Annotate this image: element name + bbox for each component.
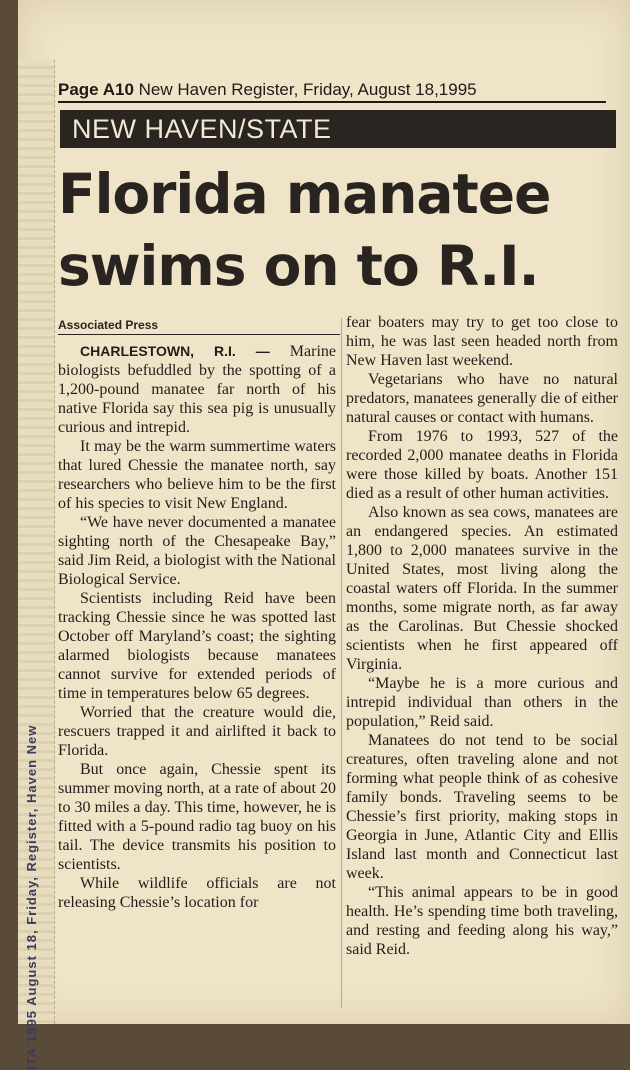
page-label: Page A10 — [58, 80, 134, 99]
page-header — [58, 80, 606, 103]
article-column-right — [346, 313, 618, 959]
paragraph: Also known as sea cows, manatees are an endangered species. An estimated 1,800 to 2,000 manatees survive in the United States, most living along the coastal waters off Florida. In the summer months, some migrate north, as far away as the Carolinas. But Chessie shocked scientists when he first appeared off Virginia. — [346, 504, 618, 673]
byline: Associated Press — [58, 318, 159, 332]
spine-text: ITA 1995 August 18, Friday, Register, Haven New — [24, 724, 39, 1070]
paragraph: Vegetarians who have no natural predators, manatees generally die of either natural causes or contact with humans. — [346, 371, 618, 426]
page-info: New Haven Register, Friday, August 18,1995 — [133, 80, 477, 99]
paragraph: “Maybe he is a more curious and intrepid individual than others in the population,” Reid said. — [346, 675, 618, 730]
headline-line-1: Florida manatee — [58, 162, 551, 226]
paragraph: “We have never documented a manatee sighting north of the Chesapeake Bay,” said Jim Reid, a biologist with the National Biological Service. — [58, 514, 336, 588]
paragraph: It may be the warm summertime waters that lured Chessie the manatee north, say researchers who believe him to be the first of his species to visit New England. — [58, 438, 336, 512]
dateline: CHARLESTOWN, R.I. — — [80, 343, 270, 359]
paragraph: “This animal appears to be in good health. He’s spending time both traveling, and resting and feeding along his way,” said Reid. — [346, 884, 618, 958]
binding-spine — [18, 60, 55, 1070]
paragraph: Manatees do not tend to be social creatures, often traveling alone and not forming what people think of as cohesive family bonds. Traveling seems to be Chessie’s first priority, making stops in Georgia in June, Atlantic City and Ellis Island last month and Connecticut last week. — [346, 732, 618, 882]
paragraph: While wildlife officials are not releasing Chessie’s location for — [58, 875, 336, 911]
section-banner: NEW HAVEN/STATE — [60, 110, 616, 148]
byline-rule — [58, 334, 340, 335]
paragraph: But once again, Chessie spent its summer moving north, at a rate of about 20 to 30 miles a day. This time, however, he is fitted with a 5-pound radio tag buoy on his tail. The device transmits his position to scientists. — [58, 761, 336, 873]
headline-line-2: swims on to R.I. — [58, 234, 539, 298]
headline — [58, 158, 618, 302]
paragraph-text: Marine biologists befuddled by the spotting of a 1,200-pound manatee far north of his native Florida say this sea pig is unusually curious and intrepid. — [58, 343, 336, 436]
paragraph: From 1976 to 1993, 527 of the recorded 2,000 manatee deaths in Florida were those killed by boats. Another 151 died as a result of other human activities. — [346, 428, 618, 502]
paragraph: Scientists including Reid have been tracking Chessie since he was spotted last October off Maryland’s coast; the sighting alarmed biologists because manatees cannot survive for extended periods of time in temperatures below 65 degrees. — [58, 590, 336, 702]
paragraph: fear boaters may try to get too close to him, he was last seen headed north from New Haven last weekend. — [346, 314, 618, 369]
column-divider — [341, 318, 342, 1008]
article-column-left — [58, 342, 336, 912]
paragraph — [58, 342, 336, 437]
paragraph: Worried that the creature would die, rescuers trapped it and airlifted it back to Florida. — [58, 704, 336, 759]
